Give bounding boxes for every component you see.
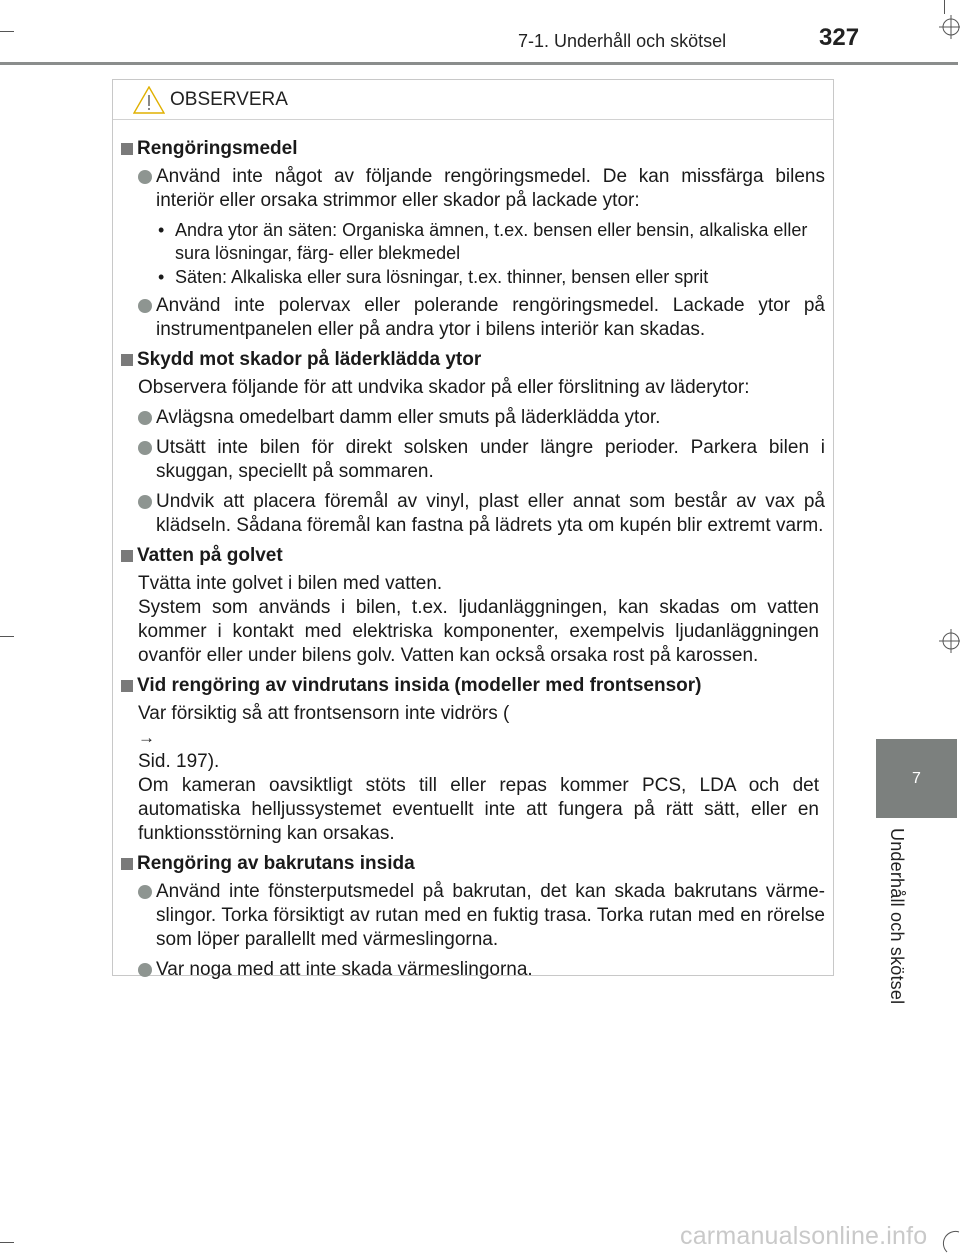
- list-item: Var noga med att inte skada värmeslingorna.: [121, 958, 825, 982]
- list-item: Använd inte något av följande rengöringsmedel. De kan missfärga bilens interiör eller orsaka strimmor eller skador på lackade ytor:: [121, 165, 825, 213]
- crop-mark: [0, 1242, 14, 1243]
- watermark: carmanualsonline.info: [680, 1222, 928, 1250]
- bullet-dot-icon: [138, 441, 152, 455]
- small-bullet-icon: •: [158, 267, 165, 287]
- page-reference-link[interactable]: Sid. 197).: [138, 751, 220, 772]
- arrow-right-icon: →: [138, 728, 155, 747]
- crop-mark: [0, 31, 14, 32]
- page-number: 327: [819, 24, 860, 51]
- list-item: Undvik att placera föremål av vinyl, plast eller annat som består av vax på klädseln. Sådana föremål kan fastna på lädrets yta om kupén blir extremt varm.: [121, 490, 825, 538]
- section-intro: Observera följande för att undvika skador på eller förslitning av läderytor:: [138, 377, 750, 398]
- sub-list-item: • Säten: Alkaliska eller sura lösningar, t.ex. thinner, bensen eller sprit: [158, 267, 709, 287]
- section-title: 7-1. Underhåll och skötsel: [518, 31, 727, 51]
- notice-body: [113, 120, 833, 982]
- square-bullet-icon: [121, 143, 133, 155]
- sub-list-item: • Andra ytor än säten: Organiska ämnen, t.ex. bensen eller bensin, alkaliska eller sura lösningar, färg- eller blekmedel: [158, 220, 808, 263]
- chapter-title: Underhåll och skötsel: [887, 828, 907, 1005]
- list-item: Använd inte polervax eller polerande rengöringsmedel. Lackade ytor på instrumentpanelen eller på andra ytor i bilens interiör kan skadas.: [121, 294, 825, 342]
- square-bullet-icon: [121, 550, 133, 562]
- notice-box: [112, 79, 834, 980]
- bullet-dot-icon: [138, 170, 152, 184]
- square-bullet-icon: [121, 354, 133, 366]
- chapter-tab: [876, 739, 957, 818]
- bullet-dot-icon: [138, 963, 152, 977]
- registration-mark-icon: [935, 628, 960, 654]
- notice-header: [113, 80, 833, 120]
- bullet-dot-icon: [138, 299, 152, 313]
- bullet-dot-icon: [138, 411, 152, 425]
- crop-mark: [0, 636, 14, 637]
- notice-title: OBSERVERA: [170, 89, 288, 110]
- square-bullet-icon: [121, 858, 133, 870]
- bullet-dot-icon: [138, 495, 152, 509]
- section-text: Tvätta inte golvet i bilen med vatten. System som används i bilen, t.ex. ljudanläggningen, kan skadas om vatten kommer i kontakt med elektriska komponenter, exempelvis ljudanläggningen ovanför eller under bilens golv. Vatten kan också orsaka rost på karossen.: [138, 573, 819, 666]
- section-heading: Rengöringsmedel: [121, 137, 825, 161]
- header-divider: [0, 62, 958, 65]
- list-item: Utsätt inte bilen för direkt solsken under längre perioder. Parkera bilen i skuggan, speciellt på sommaren.: [121, 436, 825, 484]
- section-heading: Skydd mot skador på läderklädda ytor: [121, 348, 825, 372]
- square-bullet-icon: [121, 680, 133, 692]
- section-text: Var försiktig så att frontsensorn inte vidrörs ( → Sid. 197). Om kameran oavsiktligt stöts till eller repas kommer PCS, LDA och det automatiska helljussystemet eventuellt inte att fungera på rätt sätt, eller en funktionsstörning kan orsakas.: [138, 703, 819, 844]
- warning-triangle-icon: [133, 86, 165, 114]
- list-item: Avlägsna omedelbart damm eller smuts på läderklädda ytor.: [121, 406, 825, 430]
- crop-mark: [944, 0, 945, 14]
- section-heading: Vatten på golvet: [121, 544, 825, 568]
- bullet-dot-icon: [138, 885, 152, 899]
- chapter-number: 7: [912, 769, 921, 787]
- section-heading: Vid rengöring av vindrutans insida (modeller med frontsensor): [121, 674, 825, 698]
- registration-mark-icon: [935, 1228, 960, 1254]
- list-item: Använd inte fönsterputsmedel på bakrutan, det kan skada bakrutans värme-slingor. Torka försiktigt av rutan med en fuktig trasa. Torka rutan med en rörelse som löper parallellt med värmeslingorna.: [121, 880, 825, 952]
- small-bullet-icon: •: [158, 220, 165, 240]
- section-heading: Rengöring av bakrutans insida: [121, 852, 825, 876]
- registration-mark-icon: [935, 14, 960, 40]
